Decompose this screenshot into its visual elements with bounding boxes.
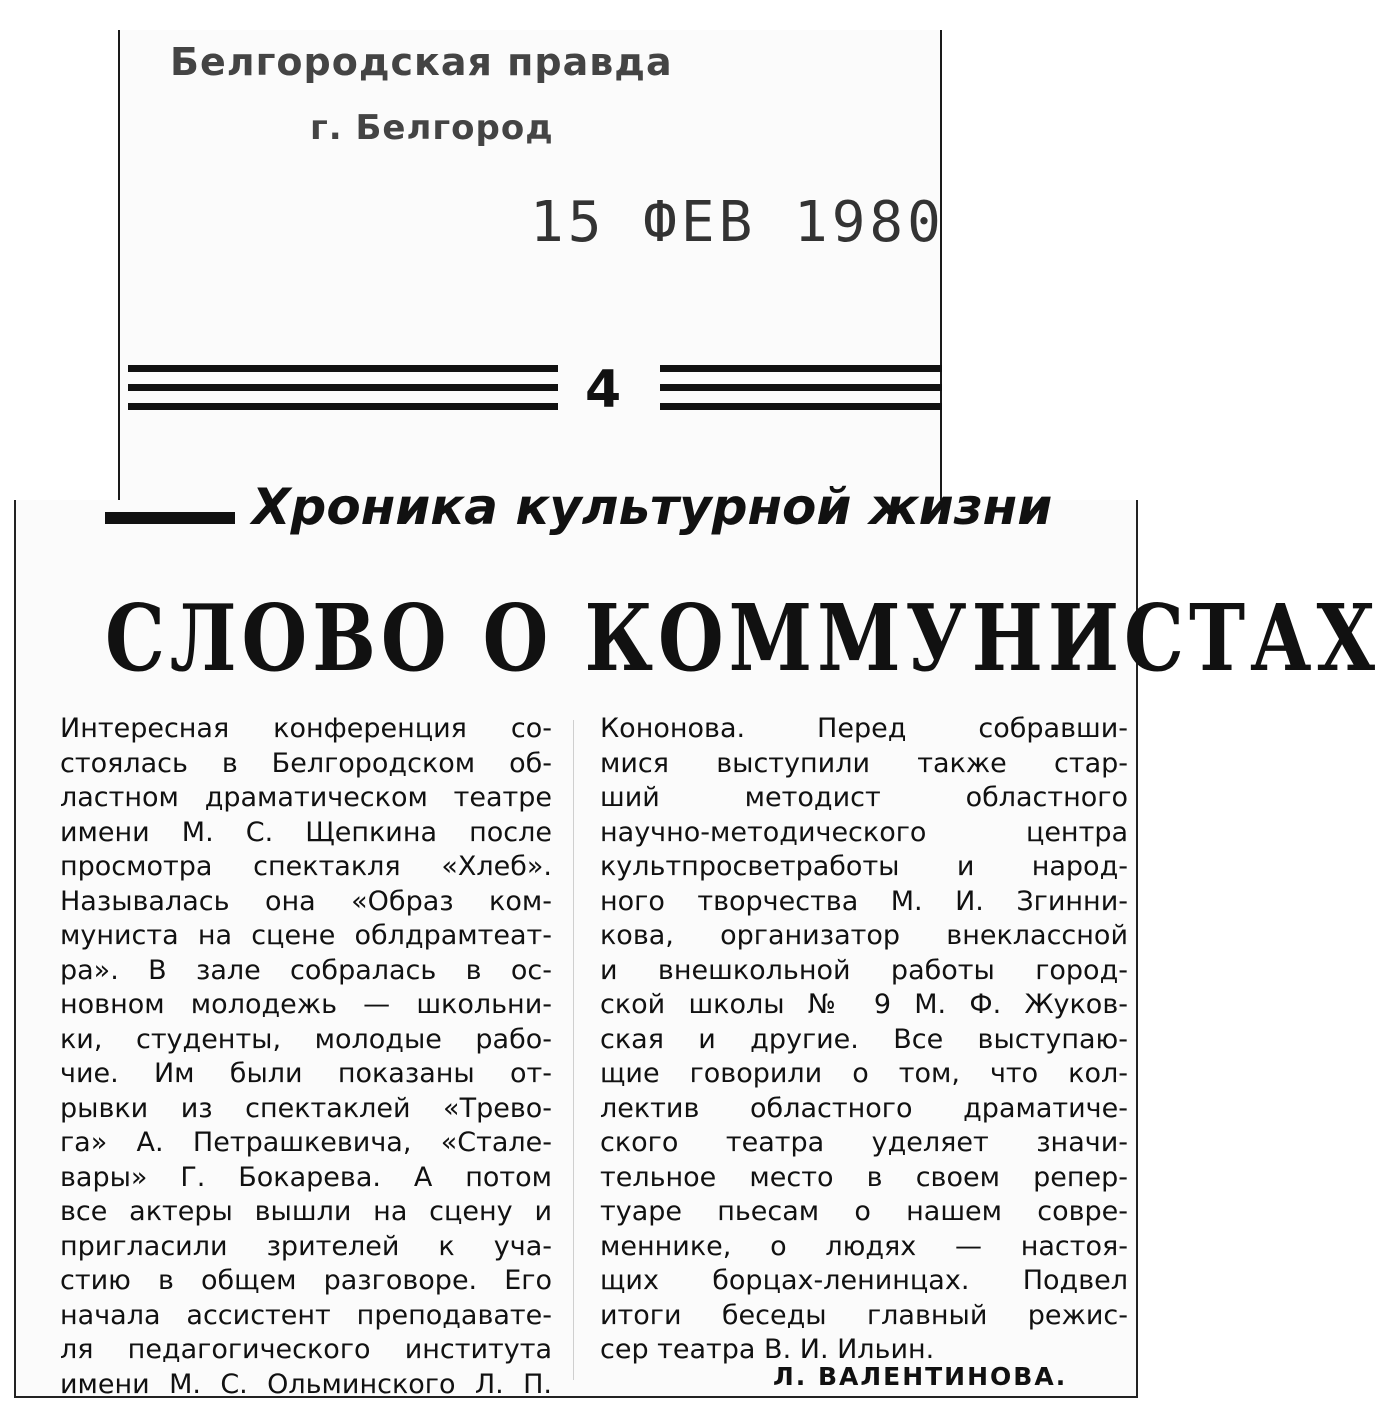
article-line: туаре пьесам о нашем совре-	[600, 1196, 1128, 1227]
rule-bar	[128, 384, 558, 391]
rubric-title: Хроника культурной жизни	[252, 478, 1053, 536]
article-line: кова, организатор внеклассной	[600, 920, 1128, 951]
article-line: лектив областного драматиче-	[600, 1092, 1128, 1124]
article-line: ки, студенты, молодые рабо-	[60, 1023, 552, 1055]
rubric-dash	[105, 512, 235, 524]
article-line: вары» Г. Бокарева. А потом	[60, 1161, 552, 1193]
article-line: имени М. С. Щепкина после	[60, 816, 552, 848]
article-line: ля педагогического института	[60, 1334, 552, 1365]
article-line: новном молодежь — школьни-	[60, 989, 552, 1020]
rule-bar	[660, 403, 942, 410]
article-headline: СЛОВО О КОММУНИСТАХ	[104, 584, 1380, 692]
article-line: культпросветработы и народ-	[600, 851, 1128, 882]
article-line: мися выступили также стар-	[600, 747, 1128, 779]
page-number-rules-right	[660, 365, 942, 415]
page-number-rules-left	[128, 365, 558, 415]
article-line: га» А. Петрашкевича, «Стале-	[60, 1127, 552, 1158]
article-line: ской школы № 9 М. Ф. Жуков-	[600, 989, 1128, 1020]
article-line: меннике, о людях — настоя-	[600, 1230, 1128, 1262]
article-line: ская и другие. Все выступаю-	[600, 1023, 1128, 1055]
rule-bar	[660, 384, 942, 391]
article-line: тельное место в своем репер-	[600, 1161, 1128, 1193]
article-line: начала ассистент преподавате-	[60, 1299, 552, 1331]
article-signature: Л. ВАЛЕНТИНОВА.	[773, 1362, 1068, 1391]
column-divider	[573, 720, 574, 1380]
article-line: сер театра В. И. Ильин.	[600, 1334, 935, 1365]
article-line: ского театра уделяет значи-	[600, 1127, 1128, 1158]
article-column-right	[600, 712, 1128, 1368]
article-line: ший методист областного	[600, 782, 1128, 813]
article-line: итоги беседы главный режис-	[600, 1299, 1128, 1331]
article-column-left	[60, 712, 552, 1402]
article-line: имени М. С. Ольминского Л. П.	[60, 1368, 552, 1400]
article-line: ного творчества М. И. Згинни-	[600, 885, 1128, 917]
article-line: ластном драматическом театре	[60, 782, 552, 813]
article-line: щие говорили о том, что кол-	[600, 1058, 1128, 1089]
stamp-newspaper-name: Белгородская правда	[170, 40, 673, 84]
article-line: Интересная конференция со-	[60, 713, 552, 744]
article-line: стоялась в Белгородском об-	[60, 747, 552, 779]
article-line: просмотра спектакля «Хлеб».	[60, 851, 552, 882]
article-line: Кононова. Перед собравши-	[600, 713, 1128, 744]
article-line: все актеры вышли на сцену и	[60, 1196, 552, 1227]
stamp-city: г. Белгород	[310, 108, 554, 148]
article-line: ра». В зале собралась в ос-	[60, 954, 552, 986]
page-number: 4	[585, 360, 622, 420]
article-line: чие. Им были показаны от-	[60, 1058, 552, 1089]
article-line: научно-методического центра	[600, 816, 1128, 848]
article-line: и внешкольной работы город-	[600, 954, 1128, 986]
clipping-upper-section	[118, 30, 942, 510]
rule-bar	[128, 365, 558, 372]
article-line: щих борцах-ленинцах. Подвел	[600, 1265, 1128, 1296]
article-line: Называлась она «Образ ком-	[60, 885, 552, 917]
article-line: стию в общем разговоре. Его	[60, 1265, 552, 1296]
article-line: муниста на сцене облдрамтеат-	[60, 920, 552, 951]
article-line: рывки из спектаклей «Трево-	[60, 1092, 552, 1124]
rule-bar	[128, 403, 558, 410]
article-line: пригласили зрителей к уча-	[60, 1230, 552, 1262]
stamp-date: 15 ФЕВ 1980	[530, 190, 945, 255]
rule-bar	[660, 365, 942, 372]
